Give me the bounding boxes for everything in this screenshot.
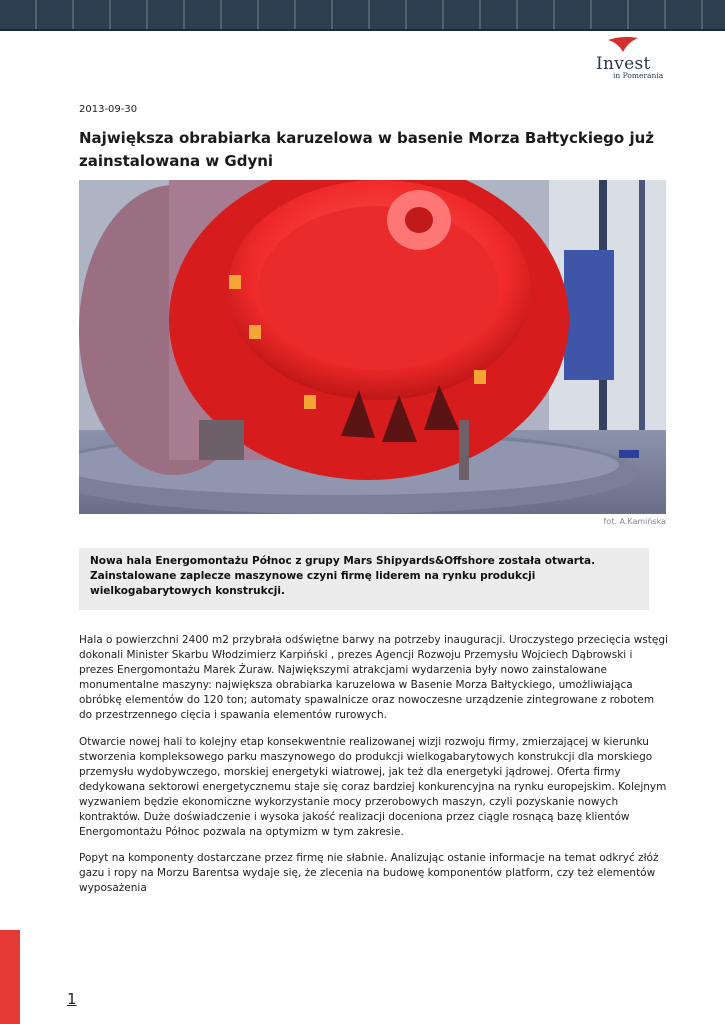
article-date: 2013-09-30 bbox=[79, 104, 138, 115]
logo-subtext: in Pomerania bbox=[613, 71, 664, 80]
logo-swoosh-icon bbox=[606, 36, 640, 54]
article-paragraph: Hala o powierzchni 2400 m2 przybrała odświętne barwy na potrzeby inauguracji. Uroczystego przecięcia wstęgi dokonali Minister Skarbu Włodzimierz Karpiński , prezes Agencji Rozwoju Przemysłu Wojciech Dąbrowski i prezes Energomontażu Marek Żuraw. Największymi atrakcjami wydarzenia były nowo zainstalowane monumentalne maszyny: największa obrabiarka karuzelowa w Basenie Morza Bałtyckiego, umożliwiająca obróbkę elementów do 120 ton; automaty spawalnicze oraz nowoczesne urządzenie zintegrowane z robotem do przestrzennego cięcia i spawania elementów rurowych. bbox=[79, 634, 668, 721]
article-photo bbox=[79, 180, 666, 514]
article-title: Największa obrabiarka karuzelowa w basenie Morza Bałtyckiego już zainstalowana w Gdyni bbox=[79, 129, 655, 170]
header-bar bbox=[0, 0, 725, 31]
footer-accent-bar bbox=[0, 930, 20, 1024]
article-paragraph: Otwarcie nowej hali to kolejny etap konsekwentnie realizowanej wizji rozwoju firmy, zmierzającej w kierunku stworzenia kompleksowego parku maszynowego do produkcji wielkogabarytowych konstrukcji dla morskiego przemysłu wydobywczego, morskiej energetyki wiatrowej, jak też dla energetyki jądrowej. Oferta firmy dedykowana sektorowi energetycznemu staje się coraz bardziej konkurencyjna na rynku europejskim. Kolejnym wyzwaniem będzie ekonomiczne wykorzystanie mocy przerobowych maszyn, czyli pozyskanie nowych kontraktów. Duże doświadczenie i wysoka jakość realizacji doceniona przez ciągle rosnącą bazę klientów Energomontażu Północ pozwala na optymizm w tym zakresie. bbox=[79, 736, 667, 838]
carousel-lathe-image bbox=[79, 180, 666, 514]
page-number: 1 bbox=[67, 990, 77, 1008]
photo-caption: fot. A.Kamińska bbox=[603, 517, 666, 526]
article-lead: Nowa hala Energomontażu Północ z grupy Mars Shipyards&Offshore została otwarta. Zainstalowane zaplecze maszynowe czyni firmę liderem na rynku produkcji wielkogabarytowych konstrukcji. bbox=[79, 548, 649, 610]
article-paragraph: Popyt na komponenty dostarczane przez firmę nie słabnie. Analizując ostanie informacje na temat odkryć złóż gazu i ropy na Morzu Barentsa wydaje się, że zlecenia na budowę komponentów platform, czy też elementów wyposażenia bbox=[79, 852, 659, 894]
invest-in-pomerania-logo[interactable] bbox=[596, 36, 668, 82]
logo-text: Invest bbox=[596, 54, 651, 74]
